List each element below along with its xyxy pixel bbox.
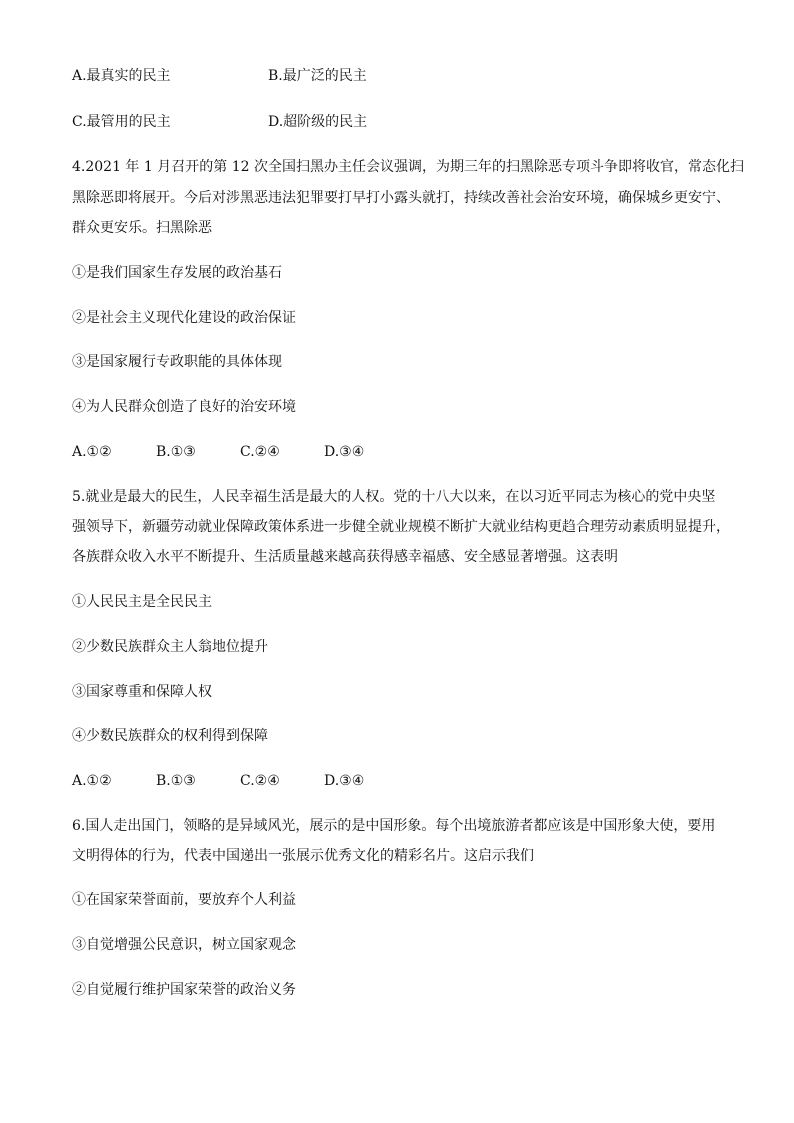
- q5-item-4: ④少数民族群众的权利得到保障: [72, 728, 268, 744]
- q6-stem-line-2: 文明得体的行为，代表中国递出一张展示优秀文化的精彩名片。这启示我们: [72, 848, 534, 864]
- q4-item-2: ②是社会主义现代化建设的政治保证: [72, 310, 296, 326]
- q5-choice-a: A.①②: [72, 773, 112, 789]
- q4-stem-line-3: 群众更安乐。扫黑除恶: [72, 220, 212, 236]
- q3-option-a: A.最真实的民主: [72, 68, 171, 84]
- q6-stem-line-1: 6.国人走出国门，领略的是异域风光，展示的是中国形象。每个出境旅游者都应该是中国形象大使，要用: [72, 818, 716, 834]
- q4-stem-line-1: 4.2021 年 1 月召开的第 12 次全国扫黑办主任会议强调，为期三年的扫黑除恶专项斗争即将收官，常态化扫: [72, 159, 744, 175]
- q5-stem-line-2: 强领导下，新疆劳动就业保障政策体系进一步健全就业规模不断扩大就业结构更趋合理劳动素质明显提升，: [72, 519, 730, 535]
- q4-choice-b: B.①③: [156, 444, 196, 460]
- q3-option-c: C.最管用的民主: [72, 114, 171, 130]
- q6-item-3: ②自觉履行维护国家荣誉的政治义务: [72, 982, 296, 998]
- q5-choice-d: D.③④: [324, 773, 365, 789]
- q4-choice-a: A.①②: [72, 444, 112, 460]
- q6-item-1: ①在国家荣誉面前，要放弃个人利益: [72, 892, 296, 908]
- q4-item-3: ③是国家履行专政职能的具体体现: [72, 354, 282, 370]
- q5-stem-line-3: 各族群众收入水平不断提升、生活质量越来越高获得感幸福感、安全感显著增强。这表明: [72, 549, 618, 565]
- q4-choice-d: D.③④: [324, 444, 365, 460]
- q5-item-3: ③国家尊重和保障人权: [72, 684, 212, 700]
- q3-option-d: D.超阶级的民主: [268, 114, 368, 130]
- q5-item-2: ②少数民族群众主人翁地位提升: [72, 639, 268, 655]
- q4-stem-line-2: 黑除恶即将展开。今后对涉黑恶违法犯罪要打早打小露头就打，持续改善社会治安环境，确保城乡更安宁、: [72, 190, 730, 206]
- q6-item-2: ③自觉增强公民意识，树立国家观念: [72, 937, 296, 953]
- q5-choice-b: B.①③: [156, 773, 196, 789]
- q5-choice-c: C.②④: [240, 773, 280, 789]
- q5-stem-line-1: 5.就业是最大的民生，人民幸福生活是最大的人权。党的十八大以来，在以习近平同志为核心的党中央坚: [72, 489, 716, 505]
- q4-choice-c: C.②④: [240, 444, 280, 460]
- q4-item-4: ④为人民群众创造了良好的治安环境: [72, 399, 296, 415]
- q3-option-b: B.最广泛的民主: [268, 68, 367, 84]
- q5-item-1: ①人民民主是全民民主: [72, 594, 212, 610]
- q4-item-1: ①是我们国家生存发展的政治基石: [72, 265, 282, 281]
